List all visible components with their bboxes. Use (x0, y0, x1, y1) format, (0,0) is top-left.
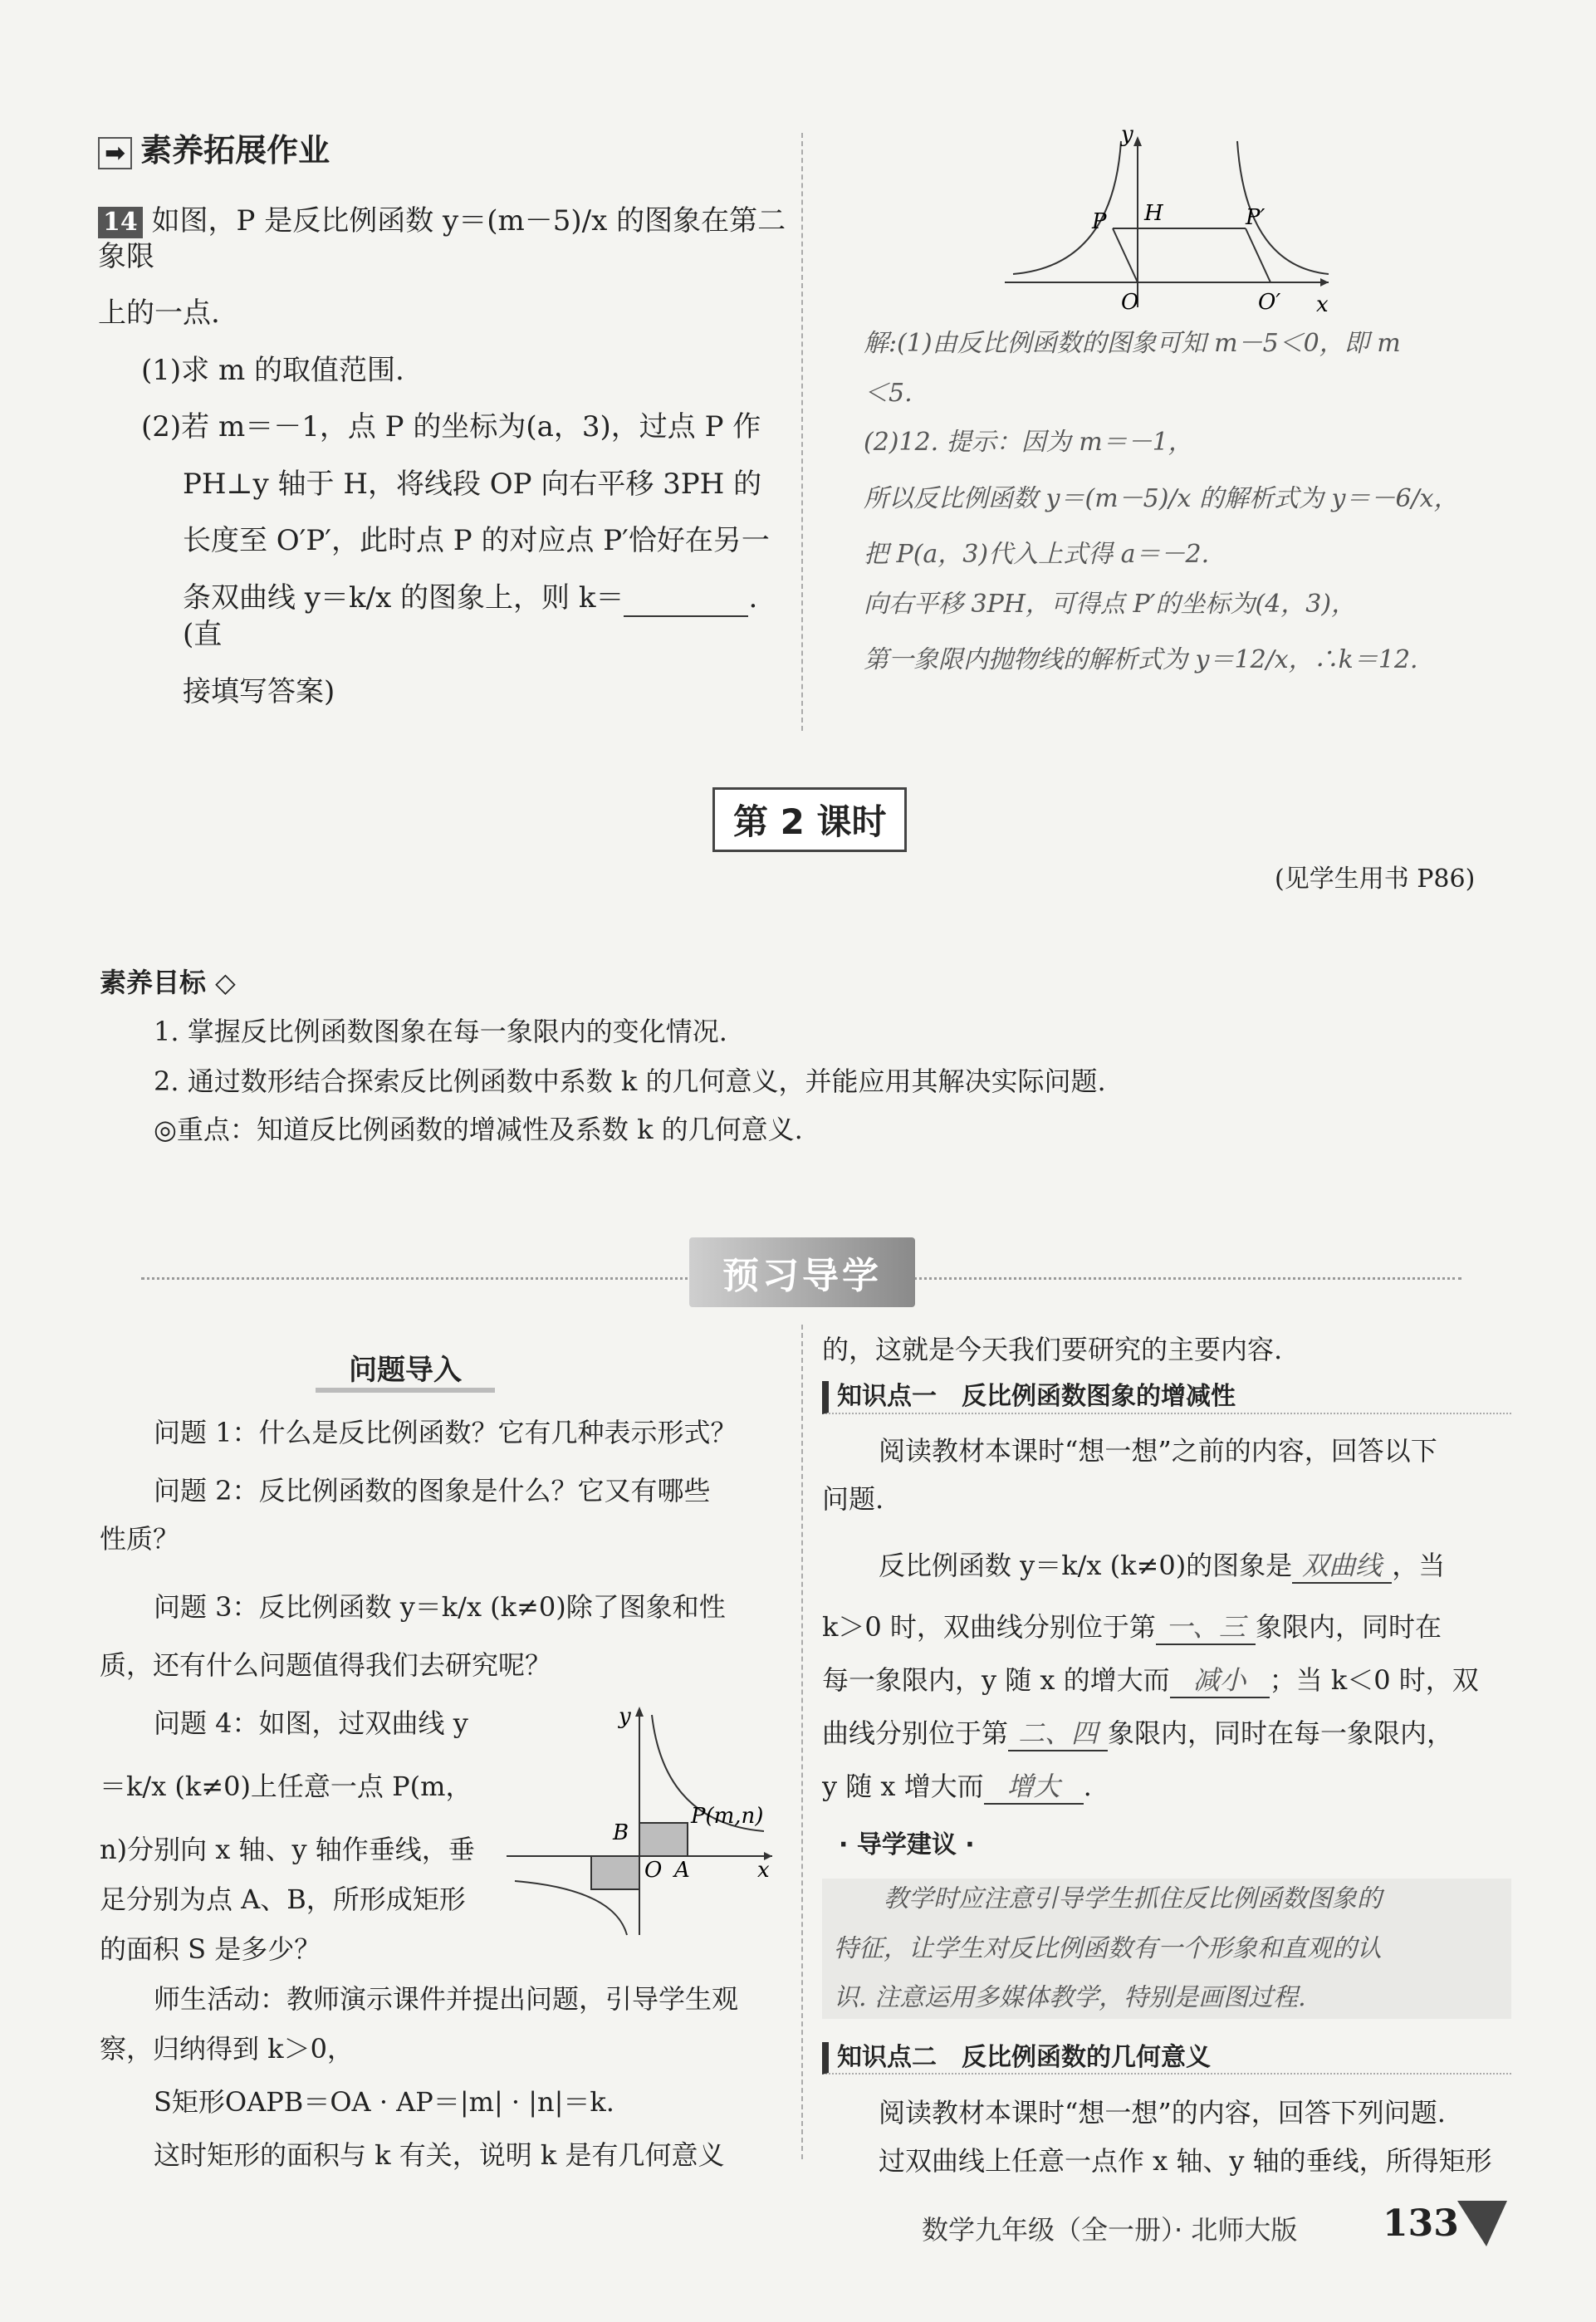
section-header: ➡ 素养拓展作业 (98, 125, 330, 170)
label-p: P (1092, 209, 1107, 234)
solution-line-1: 解:(1)由反比例函数的图象可知 m－5＜0，即 m (864, 329, 1401, 358)
fill-line-5b: . (1083, 1770, 1092, 1802)
question-4e: 的面积 S 是多少？ (100, 1933, 321, 1965)
activity-b: 察，归纳得到 k＞0， (100, 2033, 354, 2065)
label-y: y (619, 1704, 631, 1729)
goal-item-2: 2. 通过数形结合探索反比例函数中系数 k 的几何意义，并能应用其解决实际问题. (154, 1065, 1106, 1097)
read-instruction-a: 阅读教材本课时“想一想”之前的内容，回答以下 (879, 1434, 1437, 1467)
activity-a: 师生活动：教师演示课件并提出问题，引导学生观 (154, 1983, 739, 2015)
read-instruction-2: 阅读教材本课时“想一想”的内容，回答下列问题. (879, 2097, 1446, 2128)
solution-line-4: 所以反比例函数 y＝(m－5)/x 的解析式为 y＝－6/x， (864, 483, 1459, 513)
question-2-line2: PH⊥y 轴于 H，将线段 OP 向右平移 3PH 的 (183, 467, 762, 501)
question-3b: 质，还有什么问题值得我们去研究呢？ (100, 1649, 552, 1681)
answer-5: 增大 (984, 1770, 1084, 1805)
label-o: O (1121, 290, 1139, 315)
answer-2: 一、三 (1156, 1610, 1256, 1645)
question-2-line4: 条双曲线 y＝k/x 的图象上，则 k＝ (183, 580, 624, 615)
guide-title: · 导学建议 · (839, 1830, 975, 1859)
question-2-line5: .(直 (183, 580, 758, 651)
hyperbola-left-branch (1013, 141, 1121, 274)
corner-logo-icon (1453, 2192, 1511, 2251)
solution-line-3: (2)12. 提示：因为 m＝－1， (864, 428, 1193, 457)
read-instruction-b: 问题. (822, 1482, 884, 1515)
question-4d: 足分别为点 A、B，所形成矩形 (100, 1884, 466, 1915)
fill-line-2b: 象限内，同时在 (1255, 1610, 1442, 1643)
question-2b: 性质？ (100, 1523, 180, 1555)
problem-number: 14 (98, 207, 143, 238)
fill-line-4b: 象限内，同时在每一象限内， (1108, 1717, 1454, 1749)
rectangle-third-quadrant (591, 1856, 639, 1889)
segment-op (1113, 228, 1138, 282)
question-3a: 问题 3：反比例函数 y＝k/x (k≠0)除了图象和性 (154, 1591, 726, 1623)
question-1: (1)求 m 的取值范围. (141, 353, 404, 387)
label-x: x (757, 1858, 770, 1883)
column-divider-top (801, 133, 803, 731)
label-h: H (1144, 201, 1163, 226)
goal-item-1: 1. 掌握反比例函数图象在每一象限内的变化情况. (154, 1016, 727, 1047)
label-y: y (1121, 125, 1133, 147)
fill-line-1a: 反比例函数 y＝k/x (k≠0)的图象是 (879, 1549, 1293, 1581)
footer-text: 数学九年级（全一册）· 北师大版 (922, 2214, 1298, 2246)
label-p: P(m,n) (691, 1804, 764, 1829)
fill-line-3a: 每一象限内，y 随 x 的增大而 (822, 1663, 1170, 1696)
label-o-prime: O′ (1258, 290, 1281, 315)
intro-heading: 问题导入 (316, 1347, 495, 1393)
solution-line-7: 第一象限内抛物线的解析式为 y＝12/x，∴k＝12. (864, 645, 1418, 674)
label-o: O (644, 1858, 663, 1883)
fill-line-3b: ；当 k＜0 时，双 (1269, 1663, 1479, 1696)
perpendicular-line: 过双曲线上任意一点作 x 轴、y 轴的垂线，所得矩形 (879, 2145, 1492, 2177)
rectangle-oapb (639, 1823, 688, 1856)
y-arrow-icon (635, 1707, 644, 1717)
hyperbola-figure-1 (996, 125, 1345, 316)
solution-line-6: 向右平移 3PH，可得点 P′的坐标为(4，3)， (864, 589, 1357, 619)
preview-banner: 预习导学 (689, 1237, 915, 1307)
answer-blank (624, 580, 748, 618)
question-2-line6: 接填写答案) (183, 674, 335, 708)
meaning-line: 这时矩形的面积与 k 有关，说明 k 是有几何意义 (154, 2139, 725, 2171)
question-4c: n)分别向 x 轴、y 轴作垂线，垂 (100, 1834, 475, 1865)
answer-1: 双曲线 (1292, 1549, 1392, 1584)
goals-heading: 素养目标 ◇ (100, 967, 236, 998)
segment-o2p2 (1246, 228, 1270, 282)
question-2-line3: 长度至 O′P′，此时点 P 的对应点 P′恰好在另一 (183, 524, 770, 557)
page-number: 133 (1383, 2202, 1459, 2245)
x-arrow-icon (1320, 278, 1329, 287)
area-formula: S矩形OAPB＝OA · AP＝|m| · |n|＝k. (154, 2086, 614, 2118)
continuation-line: 的，这就是今天我们要研究的主要内容. (822, 1334, 1283, 1365)
problem-stem: 如图，P 是反比例函数 y＝(m－5)/x 的图象在第二象限 (98, 204, 786, 273)
guide-line-3: 识. 注意运用多媒体教学，特别是画图过程. (834, 1983, 1306, 2012)
y-arrow-icon (1133, 136, 1142, 146)
question-2-line1: (2)若 m＝－1，点 P 的坐标为(a，3)，过点 P 作 (141, 410, 761, 443)
guide-line-1: 教学时应注意引导学生抓住反比例函数图象的 (884, 1884, 1382, 1913)
answer-3: 减小 (1170, 1663, 1270, 1698)
problem-14 (98, 203, 796, 709)
solution-line-2: ＜5. (864, 378, 913, 408)
arrow-icon: ➡ (98, 137, 132, 169)
solution-block (864, 328, 1528, 676)
lesson-title: 第 2 课时 (712, 787, 907, 852)
lesson-reference: (见学生用书 P86) (1275, 865, 1476, 894)
fill-line-2a: k＞0 时，双曲线分别位于第 (822, 1610, 1156, 1643)
knowledge-point-2: 知识点二 反比例函数的几何意义 (822, 2042, 1511, 2075)
answer-4: 二、四 (1008, 1717, 1108, 1751)
problem-stem-cont: 上的一点. (98, 296, 220, 330)
right-column (822, 1333, 1511, 2177)
knowledge-point-1: 知识点一 反比例函数图象的增减性 (822, 1381, 1511, 1414)
guide-line-2: 特征，让学生对反比例函数有一个形象和直观的认 (834, 1933, 1382, 1963)
question-4a: 问题 4：如图，过双曲线 y (154, 1707, 468, 1739)
label-b: B (613, 1820, 629, 1845)
label-x: x (1316, 292, 1329, 316)
column-divider-bottom (801, 1325, 803, 2159)
label-a: A (674, 1858, 690, 1883)
fill-line-1b: ，当 (1392, 1549, 1446, 1581)
question-4b: ＝k/x (k≠0)上任意一点 P(m， (100, 1771, 472, 1802)
fill-line-5a: y 随 x 增大而 (822, 1770, 984, 1802)
question-2a: 问题 2：反比例函数的图象是什么？它又有哪些 (154, 1475, 711, 1506)
question-1: 问题 1：什么是反比例函数？它有几种表示形式？ (154, 1417, 737, 1448)
label-p-prime: P′ (1246, 205, 1266, 230)
goal-focus: ◎重点：知道反比例函数的增减性及系数 k 的几何意义. (154, 1114, 803, 1145)
diamond-icon: ◇ (215, 967, 236, 998)
hyperbola-figure-2 (498, 1698, 781, 1939)
solution-line-5: 把 P(a，3)代入上式得 a＝－2. (864, 540, 1210, 569)
fill-line-4a: 曲线分别位于第 (822, 1717, 1009, 1749)
